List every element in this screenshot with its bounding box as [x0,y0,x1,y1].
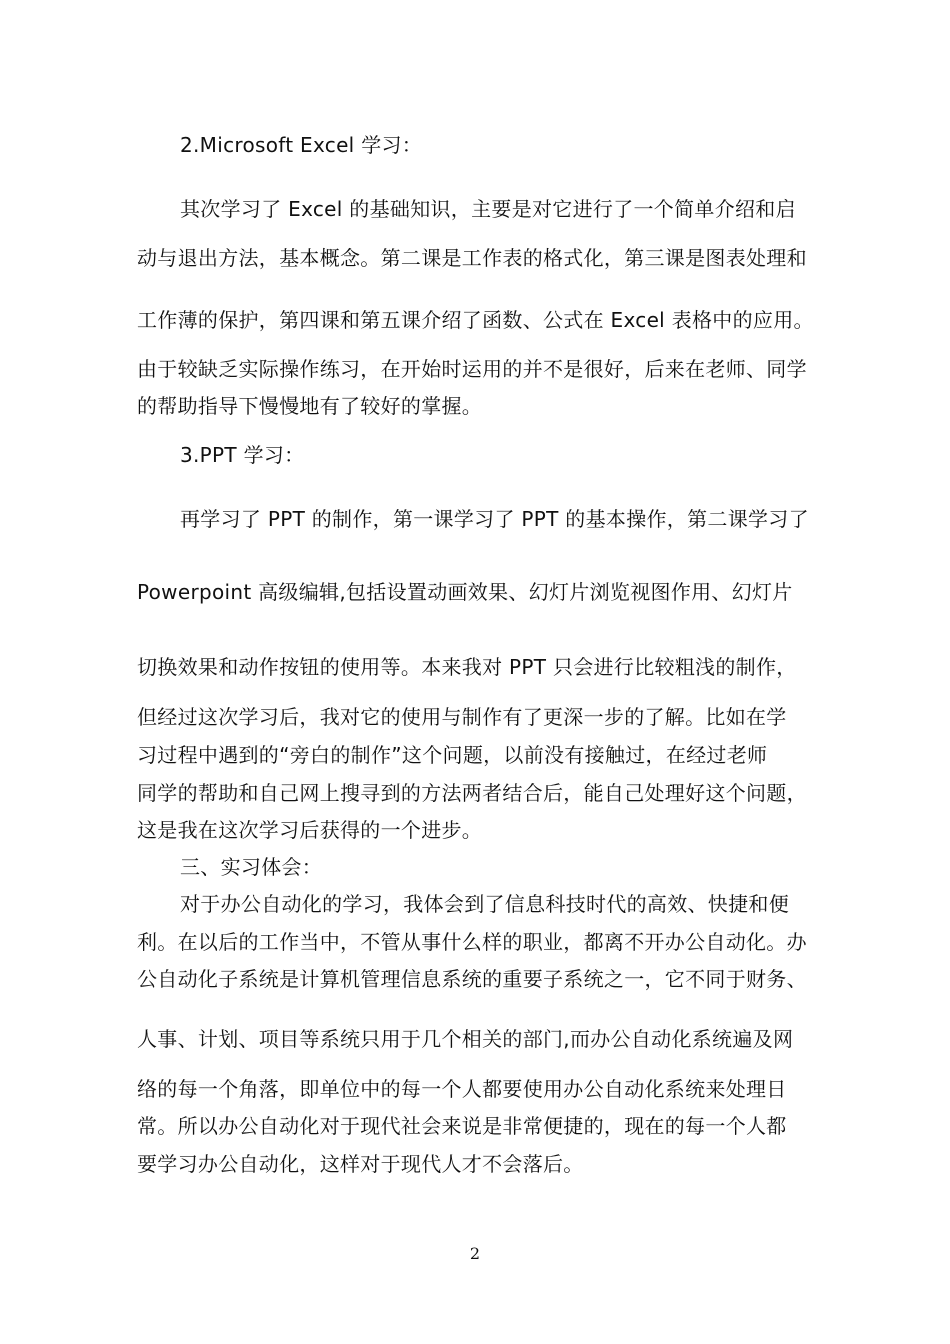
heading-internship-reflection: 三、实习体会： [180,855,323,879]
paragraph-line: 但经过这次学习后，我对它的使用与制作有了更深一步的了解。比如在学 [137,705,787,729]
paragraph-line: 公自动化子系统是计算机管理信息系统的重要子系统之一，它不同于财务、 [137,967,807,991]
paragraph-line: 络的每一个角落，即单位中的每一个人都要使用办公自动化系统来处理日 [137,1077,787,1101]
paragraph-line: 利。在以后的工作当中，不管从事什么样的职业，都离不开办公自动化。办 [137,930,807,954]
page-number: 2 [469,1244,481,1263]
paragraph-line: 要学习办公自动化，这样对于现代人才不会落后。 [137,1152,584,1176]
heading-ppt: 3.PPT 学习： [180,443,305,467]
paragraph-line: Powerpoint 高级编辑,包括设置动画效果、幻灯片浏览视图作用、幻灯片 [137,580,793,604]
paragraph-line: 这是我在这次学习后获得的一个进步。 [137,818,483,842]
paragraph-line: 同学的帮助和自己网上搜寻到的方法两者结合后，能自己处理好这个问题， [137,781,807,805]
paragraph-line: 工作薄的保护，第四课和第五课介绍了函数、公式在 Excel 表格中的应用。 [137,308,814,332]
paragraph-line: 再学习了 PPT 的制作，第一课学习了 PPT 的基本操作，第二课学习了 [180,507,809,531]
paragraph-line: 的帮助指导下慢慢地有了较好的掌握。 [137,394,483,418]
paragraph-line: 对于办公自动化的学习，我体会到了信息科技时代的高效、快捷和便 [180,892,789,916]
paragraph-line: 动与退出方法，基本概念。第二课是工作表的格式化，第三课是图表处理和 [137,246,807,270]
paragraph-line: 常。所以办公自动化对于现代社会来说是非常便捷的，现在的每一个人都 [137,1114,787,1138]
heading-excel: 2.Microsoft Excel 学习： [180,133,423,157]
paragraph-line: 切换效果和动作按钮的使用等。本来我对 PPT 只会进行比较粗浅的制作， [137,655,797,679]
paragraph-line: 人事、计划、项目等系统只用于几个相关的部门,而办公自动化系统遍及网 [137,1027,794,1051]
paragraph-line: 由于较缺乏实际操作练习，在开始时运用的并不是很好，后来在老师、同学 [137,357,807,381]
paragraph-line: 其次学习了 Excel 的基础知识，主要是对它进行了一个简单介绍和启 [180,197,796,221]
paragraph-line: 习过程中遇到的“旁白的制作”这个问题，以前没有接触过，在经过老师 [137,743,768,767]
